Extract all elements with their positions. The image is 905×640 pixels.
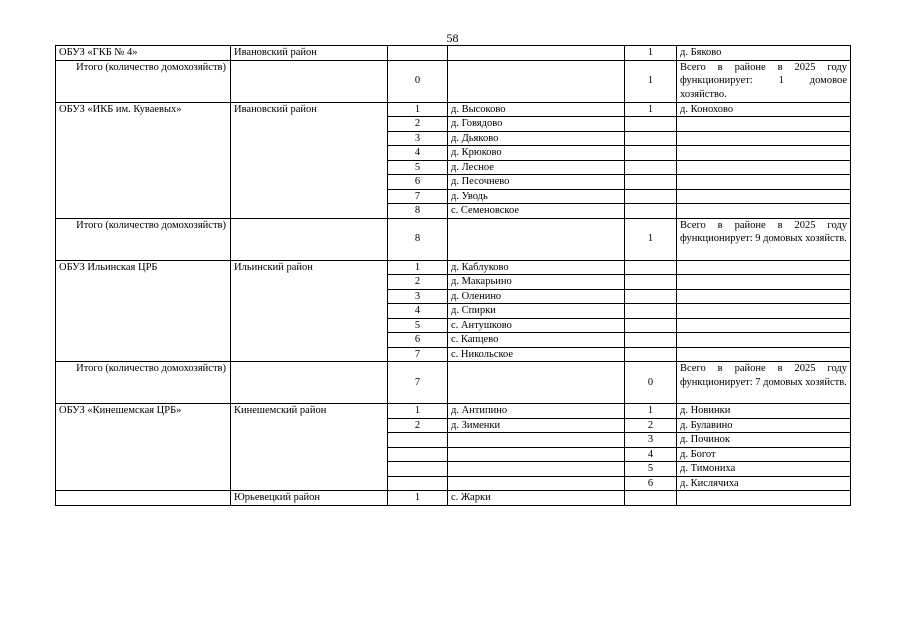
settlement-cell: д. Макарьино	[448, 275, 625, 290]
settlement-cell: д. Лесное	[448, 160, 625, 175]
row-number-cell	[625, 289, 677, 304]
settlement-cell: с. Антушково	[448, 318, 625, 333]
row-number-cell: 1	[388, 102, 448, 117]
settlement-cell: д. Бяково	[677, 46, 851, 61]
row-number-cell: 3	[388, 289, 448, 304]
row-number-cell: 8	[388, 204, 448, 219]
settlement-cell	[677, 175, 851, 190]
org-name-cell	[56, 491, 231, 506]
row-number-cell	[388, 447, 448, 462]
total-count-cell: 1	[625, 60, 677, 102]
empty-cell	[448, 362, 625, 404]
row-number-cell: 1	[625, 404, 677, 419]
org-name-cell: ОБУЗ «ИКБ им. Куваевых»	[56, 102, 231, 218]
org-name-cell: ОБУЗ Ильинская ЦРБ	[56, 260, 231, 362]
district-total-note: Всего в районе в 2025 году функционирует: 9 домовых хозяйств.	[677, 218, 851, 260]
settlement-cell: д. Уводь	[448, 189, 625, 204]
total-label-cell: Итого (количество домохозяйств)	[56, 218, 231, 260]
empty-cell	[231, 60, 388, 102]
settlement-cell: д. Новинки	[677, 404, 851, 419]
district-cell: Юрьевецкий район	[231, 491, 388, 506]
settlement-cell	[677, 260, 851, 275]
district-total-note: Всего в районе в 2025 году функционирует: 7 домовых хозяйств.	[677, 362, 851, 404]
total-row	[56, 362, 851, 404]
org-name-cell: ОБУЗ «ГКБ № 4»	[56, 46, 231, 61]
empty-cell	[448, 218, 625, 260]
total-row	[56, 218, 851, 260]
row-number-cell	[625, 275, 677, 290]
settlement-cell	[677, 289, 851, 304]
settlement-cell	[677, 204, 851, 219]
total-row	[56, 60, 851, 102]
row-number-cell	[625, 347, 677, 362]
settlement-cell	[677, 189, 851, 204]
district-cell: Ивановский район	[231, 46, 388, 61]
settlement-cell	[677, 160, 851, 175]
table-row	[56, 491, 851, 506]
total-count-cell: 0	[625, 362, 677, 404]
row-number-cell: 6	[388, 175, 448, 190]
row-number-cell: 1	[388, 491, 448, 506]
total-count-cell: 0	[388, 60, 448, 102]
settlement-cell	[677, 347, 851, 362]
row-number-cell	[388, 433, 448, 448]
district-cell: Кинешемский район	[231, 404, 388, 491]
row-number-cell: 3	[388, 131, 448, 146]
row-number-cell: 4	[625, 447, 677, 462]
district-cell: Ивановский район	[231, 102, 388, 218]
settlement-cell	[677, 491, 851, 506]
row-number-cell	[388, 46, 448, 61]
settlement-cell: с. Жарки	[448, 491, 625, 506]
row-number-cell	[625, 333, 677, 348]
row-number-cell: 4	[388, 304, 448, 319]
row-number-cell: 5	[388, 160, 448, 175]
settlement-cell: д. Кислячиха	[677, 476, 851, 491]
households-table	[55, 45, 851, 506]
row-number-cell: 1	[625, 46, 677, 61]
settlement-cell: с. Никольское	[448, 347, 625, 362]
total-count-cell: 8	[388, 218, 448, 260]
settlement-cell: д. Спирки	[448, 304, 625, 319]
settlement-cell: д. Зименки	[448, 418, 625, 433]
row-number-cell	[625, 160, 677, 175]
settlement-cell: д. Каблуково	[448, 260, 625, 275]
row-number-cell: 6	[388, 333, 448, 348]
row-number-cell: 2	[388, 418, 448, 433]
settlement-cell: д. Говядово	[448, 117, 625, 132]
row-number-cell	[388, 476, 448, 491]
table-row	[56, 404, 851, 419]
settlement-cell	[448, 447, 625, 462]
settlement-cell	[448, 433, 625, 448]
settlement-cell: с. Капцево	[448, 333, 625, 348]
total-count-cell: 1	[625, 218, 677, 260]
settlement-cell	[677, 146, 851, 161]
settlement-cell: д. Конохово	[677, 102, 851, 117]
row-number-cell: 3	[625, 433, 677, 448]
settlement-cell: д. Высоково	[448, 102, 625, 117]
table-row	[56, 46, 851, 61]
row-number-cell	[625, 260, 677, 275]
total-count-cell: 7	[388, 362, 448, 404]
page-number: 58	[446, 31, 459, 45]
settlement-cell: д. Крюково	[448, 146, 625, 161]
settlement-cell: д. Дьяково	[448, 131, 625, 146]
settlement-cell: д. Богот	[677, 447, 851, 462]
settlement-cell	[448, 46, 625, 61]
row-number-cell: 5	[388, 318, 448, 333]
district-cell: Ильинский район	[231, 260, 388, 362]
row-number-cell: 1	[388, 260, 448, 275]
row-number-cell	[625, 304, 677, 319]
row-number-cell: 2	[625, 418, 677, 433]
row-number-cell	[388, 462, 448, 477]
settlement-cell	[677, 318, 851, 333]
settlement-cell	[677, 131, 851, 146]
row-number-cell	[625, 318, 677, 333]
table-row	[56, 260, 851, 275]
settlement-cell: д. Оленино	[448, 289, 625, 304]
settlement-cell: д. Песочнево	[448, 175, 625, 190]
empty-cell	[231, 362, 388, 404]
row-number-cell	[625, 146, 677, 161]
row-number-cell: 6	[625, 476, 677, 491]
row-number-cell: 7	[388, 347, 448, 362]
settlement-cell	[448, 476, 625, 491]
settlement-cell: д. Починок	[677, 433, 851, 448]
settlement-cell: д. Антипино	[448, 404, 625, 419]
table-body	[56, 46, 851, 506]
row-number-cell	[625, 491, 677, 506]
row-number-cell	[625, 117, 677, 132]
row-number-cell: 4	[388, 146, 448, 161]
org-name-cell: ОБУЗ «Кинешемская ЦРБ»	[56, 404, 231, 491]
district-total-note: Всего в районе в 2025 году функционирует: 1 домовое хозяйство.	[677, 60, 851, 102]
row-number-cell	[625, 204, 677, 219]
settlement-cell	[677, 117, 851, 132]
settlement-cell	[448, 462, 625, 477]
row-number-cell: 5	[625, 462, 677, 477]
empty-cell	[231, 218, 388, 260]
settlement-cell: с. Семеновское	[448, 204, 625, 219]
settlement-cell: д. Булавино	[677, 418, 851, 433]
row-number-cell: 2	[388, 275, 448, 290]
table-row	[56, 102, 851, 117]
settlement-cell: д. Тимониха	[677, 462, 851, 477]
empty-cell	[448, 60, 625, 102]
total-label-cell: Итого (количество домохозяйств)	[56, 362, 231, 404]
row-number-cell	[625, 189, 677, 204]
row-number-cell: 7	[388, 189, 448, 204]
row-number-cell	[625, 131, 677, 146]
row-number-cell: 2	[388, 117, 448, 132]
settlement-cell	[677, 304, 851, 319]
settlement-cell	[677, 275, 851, 290]
total-label-cell: Итого (количество домохозяйств)	[56, 60, 231, 102]
row-number-cell: 1	[388, 404, 448, 419]
row-number-cell	[625, 175, 677, 190]
settlement-cell	[677, 333, 851, 348]
row-number-cell: 1	[625, 102, 677, 117]
